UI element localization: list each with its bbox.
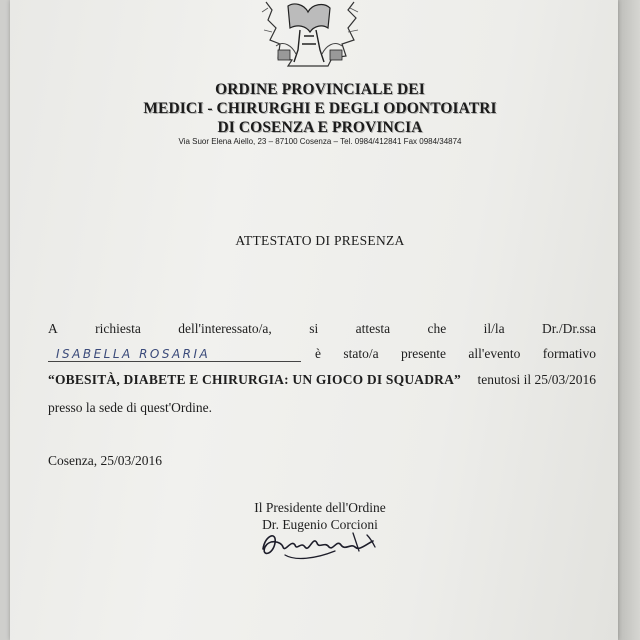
- handwritten-name-field: ISABELLA ROSARIA: [48, 347, 301, 362]
- org-address: Via Suor Elena Aiello, 23 – 87100 Cosenza – Tel. 0984/412841 Fax 0984/34874: [178, 137, 462, 146]
- word: stato/a: [343, 346, 379, 361]
- word: il/la: [483, 321, 505, 336]
- word: si: [309, 321, 319, 336]
- word: che: [427, 321, 447, 336]
- word: è: [315, 346, 321, 361]
- word: A: [48, 321, 58, 336]
- order-logo: [258, 0, 362, 68]
- background-edge: [618, 0, 640, 640]
- event-date-text: tenutosi il 25/03/2016: [477, 372, 596, 387]
- organization-name: [130, 80, 510, 137]
- president-name: Dr. Eugenio Corcioni: [262, 517, 378, 532]
- org-line-1: ORDINE PROVINCIALE DEI: [215, 81, 425, 98]
- org-line-2: MEDICI - CHIRURGHI E DEGLI ODONTOIATRI: [143, 100, 497, 117]
- body-line-3: [48, 372, 596, 388]
- body-line-1: [48, 321, 596, 337]
- word: richiesta: [95, 321, 141, 336]
- place-and-date: Cosenza, 25/03/2016: [48, 453, 162, 468]
- word: formativo: [542, 346, 596, 361]
- word: all'evento: [468, 346, 521, 361]
- word: Dr./Dr.ssa: [541, 321, 596, 336]
- org-line-3: DI COSENZA E PROVINCIA: [217, 119, 423, 136]
- word: presente: [401, 346, 447, 361]
- word: dell'interessato/a,: [178, 321, 272, 336]
- body-line-2: [48, 346, 596, 362]
- word: attesta: [355, 321, 391, 336]
- line-2-rest: [315, 346, 596, 362]
- document-title: ATTESTATO DI PRESENZA: [235, 233, 405, 248]
- handwritten-signature: [255, 521, 385, 563]
- event-title: “OBESITÀ, DIABETE E CHIRURGIA: UN GIOCO DI SQUADRA”: [48, 372, 462, 387]
- president-role: Il Presidente dell'Ordine: [254, 500, 386, 515]
- body-line-4: presso la sede di quest'Ordine.: [48, 400, 213, 415]
